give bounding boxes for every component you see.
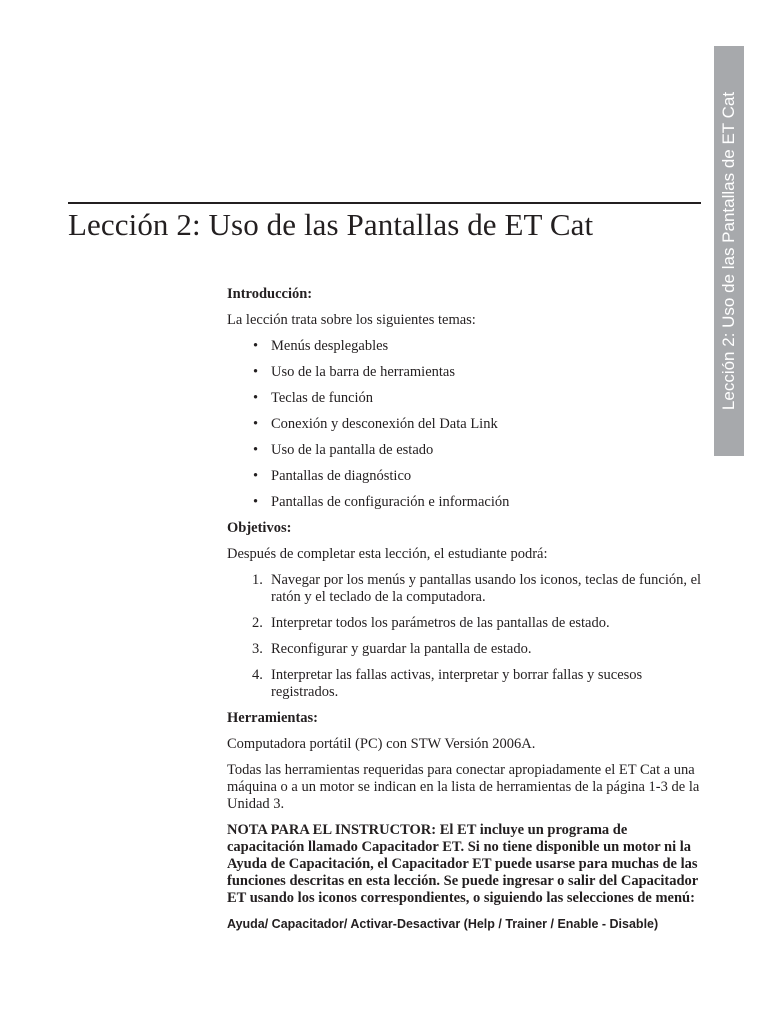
objective-item [227,667,703,701]
menu-path: Ayuda/ Capacitador/ Activar-Desactivar (Help / Trainer / Enable - Disable) [227,917,659,931]
objective-text: Interpretar todos los parámetros de las pantallas de estado. [271,615,610,631]
objective-text: Reconfigurar y guardar la pantalla de estado. [271,641,532,657]
side-tab [714,46,744,456]
objective-number: 4. [252,667,263,683]
tools-heading: Herramientas: [227,710,318,726]
title-rule [68,202,701,204]
topic-item: • Menús desplegables [227,338,703,355]
objective-item [227,615,703,632]
topic-item: • Pantallas de configuración e información [227,494,703,511]
objectives-heading: Objetivos: [227,520,292,536]
side-tab-label: Lección 2: Uso de las Pantallas de ET Cat [719,91,738,411]
tools-computer: Computadora portátil (PC) con STW Versión 2006A. [227,736,536,752]
intro-lead: La lección trata sobre los siguientes temas: [227,312,476,328]
page-title: Lección 2: Uso de las Pantallas de ET Cat [68,207,594,242]
objective-text: Navegar por los menús y pantallas usando los iconos, teclas de función, el ratón y el teclado de la computadora. [271,572,702,605]
topic-item: • Teclas de función [227,390,703,407]
objective-item [227,641,703,658]
instructor-note: NOTA PARA EL INSTRUCTOR: El ET incluye un programa de capacitación llamado Capacitador ET. Si no tiene disponible un motor ni la Ayuda de Capacitación, el Capacitador ET puede usarse para muchas de las funciones descritas en esta lección. Se puede ingresar o salir del Capacitador ET usando los iconos correspondientes, o siguiendo las selecciones de menú: [227,822,698,906]
tools-description: Todas las herramientas requeridas para conectar apropiadamente el ET Cat a una máquina o a un motor se indican en la lista de herramientas de la página 1-3 de la Unidad 3. [227,762,700,812]
topic-item: • Uso de la pantalla de estado [227,442,703,459]
objectives-lead: Después de completar esta lección, el estudiante podrá: [227,546,548,562]
objective-number: 2. [252,615,263,631]
objective-text: Interpretar las fallas activas, interpretar y borrar fallas y sucesos registrados. [271,667,643,700]
topic-item: • Conexión y desconexión del Data Link [227,416,703,433]
objectives-list [227,572,703,701]
lesson-content [227,286,703,942]
intro-heading: Introducción: [227,286,313,302]
topic-item: • Pantallas de diagnóstico [227,468,703,485]
objective-number: 3. [252,641,263,657]
topics-list [227,338,703,511]
topic-item: • Uso de la barra de herramientas [227,364,703,381]
objective-number: 1. [252,572,263,588]
objective-item [227,572,703,606]
